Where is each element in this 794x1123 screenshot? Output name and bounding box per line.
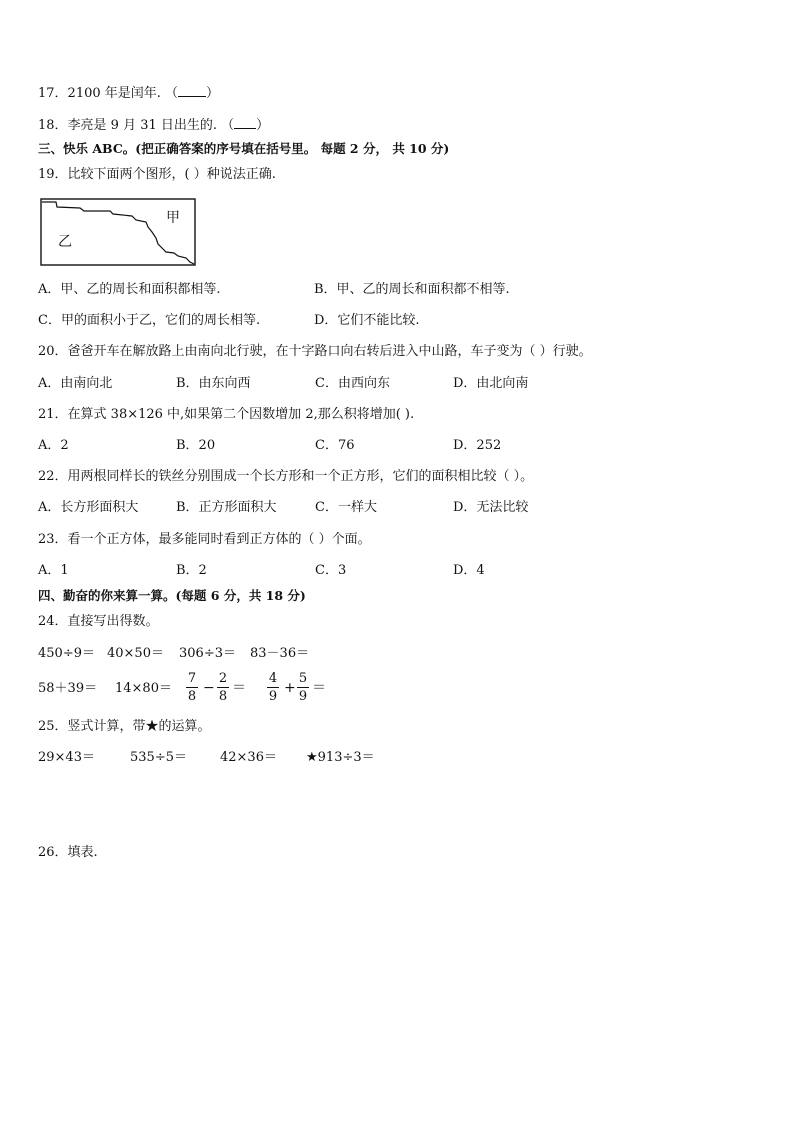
fraction-denominator: 8: [218, 689, 228, 704]
section-3-title: 三、快乐 ABC。(把正确答案的序号填在括号里。 每题 2 分， 共 10 分): [38, 141, 450, 156]
q24-calc-2: 40×50＝: [107, 646, 164, 661]
q21-option-b[interactable]: B．20: [176, 438, 216, 453]
q23-option-c[interactable]: C．3: [315, 563, 347, 578]
question-18-text: 18．李亮是 9 月 31 日出生的. （: [38, 118, 235, 133]
answer-blank-17[interactable]: [178, 82, 206, 97]
q20-option-c[interactable]: C．由西向东: [315, 376, 390, 391]
fraction-denominator: 8: [187, 689, 197, 704]
q24-calc-1: 450÷9＝: [38, 646, 95, 661]
question-20-stem: 20．爸爸开车在解放路上由南向北行驶，在十字路口向右转后进入中山路，车子变为（ ）行驶。: [38, 344, 592, 359]
equals-sign: ＝: [312, 680, 326, 696]
fraction-bar: [297, 687, 309, 688]
question-24-stem: 24．直接写出得数。: [38, 614, 159, 629]
fraction-2-8: [217, 671, 229, 704]
q25-calc-2: 535÷5＝: [130, 750, 187, 765]
label-jia: 甲: [166, 210, 180, 226]
question-17: [38, 82, 219, 103]
section-4-title: 四、勤奋的你来算一算。(每题 6 分，共 18 分): [38, 588, 306, 603]
fraction-numerator: 2: [218, 671, 228, 686]
figure-border: [41, 199, 195, 265]
shape-comparison-figure: [40, 198, 197, 268]
q19-option-a[interactable]: A．甲、乙的周长和面积都相等.: [38, 282, 221, 297]
q20-option-d[interactable]: D．由北向南: [453, 376, 529, 391]
fraction-denominator: 9: [298, 689, 308, 704]
question-18: [38, 114, 269, 135]
q23-option-d[interactable]: D．4: [453, 563, 485, 578]
fraction-4-9: [267, 671, 279, 704]
q24-calc-5: 58＋39＝: [38, 681, 98, 696]
q19-option-d[interactable]: D．它们不能比较.: [314, 313, 420, 328]
q19-option-c[interactable]: C．甲的面积小于乙，它们的周长相等.: [38, 313, 261, 328]
q24-calc-3: 306÷3＝: [179, 646, 236, 661]
fraction-bar: [267, 687, 279, 688]
q25-calc-1: 29×43＝: [38, 750, 95, 765]
question-18-close: ）: [256, 118, 270, 133]
question-19-stem: 19．比较下面两个图形，( ）种说法正确.: [38, 167, 276, 182]
question-23-stem: 23．看一个正方体，最多能同时看到正方体的（ ）个面。: [38, 532, 371, 547]
question-25-stem: 25．竖式计算，带★的运算。: [38, 719, 211, 734]
fraction-denominator: 9: [268, 689, 278, 704]
q23-option-b[interactable]: B．2: [176, 563, 207, 578]
q22-option-c[interactable]: C．一样大: [315, 500, 377, 515]
q22-option-b[interactable]: B．正方形面积大: [176, 500, 277, 515]
q21-option-d[interactable]: D．252: [453, 438, 502, 453]
question-21-stem: 21．在算式 38×126 中,如果第二个因数增加 2,那么积将增加( ).: [38, 407, 415, 422]
fraction-bar: [186, 687, 198, 688]
q22-option-a[interactable]: A．长方形面积大: [38, 500, 139, 515]
answer-blank-18[interactable]: [234, 114, 256, 129]
q21-option-a[interactable]: A．2: [38, 438, 69, 453]
q25-calc-3: 42×36＝: [220, 750, 277, 765]
q25-calc-4: ★913÷3＝: [306, 750, 375, 765]
label-yi: 乙: [58, 234, 72, 250]
question-26-stem: 26．填表.: [38, 845, 98, 860]
fraction-numerator: 5: [298, 671, 308, 686]
q23-option-a[interactable]: A．1: [38, 563, 69, 578]
q22-option-d[interactable]: D．无法比较: [453, 500, 529, 515]
q19-option-b[interactable]: B．甲、乙的周长和面积都不相等.: [314, 282, 510, 297]
question-17-text: 17．2100 年是闰年. （: [38, 86, 179, 101]
question-17-close: ）: [206, 86, 220, 101]
question-22-stem: 22．用两根同样长的铁丝分别围成一个长方形和一个正方形，它们的面积相比较（ ）。: [38, 469, 534, 484]
equals-sign: ＝: [232, 680, 246, 696]
fraction-5-9: [297, 671, 309, 704]
q24-calc-4: 83－36＝: [250, 646, 310, 661]
fraction-7-8: [186, 671, 198, 704]
fraction-numerator: 4: [268, 671, 278, 686]
minus-operator: −: [203, 680, 215, 696]
plus-operator: +: [284, 680, 296, 696]
q21-option-c[interactable]: C．76: [315, 438, 355, 453]
fraction-bar: [217, 687, 229, 688]
q24-calc-6: 14×80＝: [115, 681, 172, 696]
q20-option-b[interactable]: B．由东向西: [176, 376, 251, 391]
fraction-numerator: 7: [187, 671, 197, 686]
q20-option-a[interactable]: A．由南向北: [38, 376, 113, 391]
